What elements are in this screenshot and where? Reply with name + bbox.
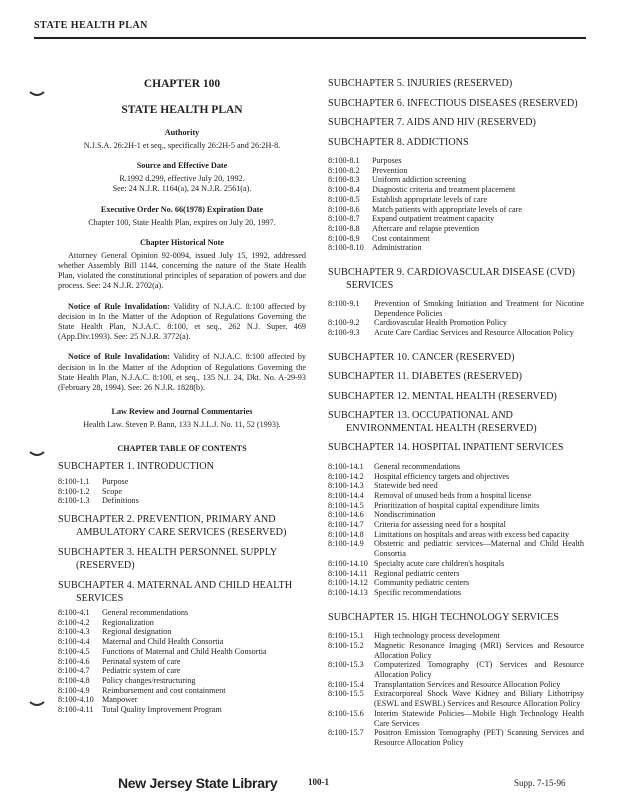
section-entry [328,195,584,205]
toc-heading: CHAPTER TABLE OF CONTENTS [117,444,247,454]
section-entry [328,299,584,318]
subchapter-heading: SUBCHAPTER 1. INTRODUCTION [58,461,214,473]
section-entry [58,695,306,705]
punch-hole-mark [28,80,46,98]
section-name: Definitions [102,496,139,506]
review-text: Health Law. Steven P. Bann, 133 N.J.L.J. No. 11, 52 (1993). [83,420,281,430]
source-heading: Source and Effective Date [136,161,228,171]
section-list [328,631,584,747]
section-entry [328,530,584,540]
section-name: Prevention [372,165,408,175]
section-entry [58,487,306,497]
section-entry [58,496,306,506]
section-entry [58,618,306,628]
section-number: 8:100-14.1 [328,461,364,471]
section-list [58,608,306,715]
section-entry [328,680,584,690]
history-paragraph [58,302,306,343]
history-heading: Chapter Historical Note [140,237,224,247]
subchapter-line: ENVIRONMENTAL HEALTH (RESERVED) [346,422,537,434]
subchapter-heading: SUBCHAPTER 15. HIGH TECHNOLOGY SERVICES [328,611,559,623]
section-name: Community pediatric centers [374,578,470,588]
section-entry [328,205,584,215]
section-name: Specific recommendations [374,587,462,597]
section-entry [58,686,306,696]
section-number: 8:100-14.3 [328,481,364,491]
notice-lead: Notice of Rule Invalidation: [68,352,170,362]
section-list [58,477,306,506]
section-entry [58,705,306,715]
section-name: Prevention of Smoking Initiation and Treatment for Nicotine Dependence Policies [374,299,584,318]
section-name: General recommendations [374,461,461,471]
section-name: Reimbursement and cost containment [102,685,226,695]
subchapter-heading: SUBCHAPTER 6. INFECTIOUS DISEASES (RESERVED) [328,97,578,109]
section-name: Match patients with appropriate levels of care [372,204,523,214]
punch-hole-mark [28,690,46,708]
section-number: 8:100-8.1 [328,156,360,165]
section-number: 8:100-14.8 [328,529,364,539]
subchapter-heading [58,547,306,572]
section-entry [328,631,584,641]
section-name: Scope [102,486,123,496]
section-name: Positron Emission Tomography (PET) Scanning Services and Resource Allocation Policy [374,728,584,747]
section-list [328,299,584,338]
subchapter-line: SERVICES [76,592,124,604]
section-name: Perinatal system of care [102,656,181,666]
section-entry [328,243,584,253]
section-number: 8:100-8.3 [328,175,360,185]
section-number: 8:100-15.2 [328,640,364,650]
section-name: Computerized Tomography (CT) Services and Resource Allocation Policy [374,660,584,679]
section-number: 8:100-4.6 [58,656,90,666]
notice-text: Validity of N.J.A.C. 8:100 affected by decision in In the Matter of the Adoption of Regulations Governing the State Health Plan, N.J.A.C. 8:100, et seq., 135 N.J. 24, Dkt. No. A-29-93 (February 28, 1994). See: 26 N.J.R. 1828(b). [58,352,306,393]
section-number: 8:100-4.10 [58,695,94,705]
section-name: Transplantation Services and Resource Allocation Policy [374,679,561,689]
subchapter-heading [328,267,584,292]
subchapter-heading: SUBCHAPTER 11. DIABETES (RESERVED) [328,371,523,383]
section-number: 8:100-15.5 [328,689,364,699]
section-number: 8:100-14.13 [328,587,368,597]
section-name: Magnetic Resonance Imaging (MRI) Services and Resource Allocation Policy [374,640,584,660]
subchapter-heading [58,580,306,605]
section-number: 8:100-4.3 [58,627,90,637]
section-name: Regional designation [102,627,172,637]
section-entry [58,477,306,487]
section-number: 8:100-4.2 [58,617,90,627]
section-number: 8:100-4.7 [58,666,90,676]
section-number: 8:100-14.7 [328,520,364,530]
punch-hole-mark [28,440,46,458]
section-number: 8:100-9.1 [328,299,360,309]
section-number: 8:100-9.3 [328,328,360,338]
source-text [58,174,306,194]
page-number: 100-1 [308,777,329,787]
authority-heading: Authority [164,128,200,137]
supplement-date: Supp. 7-15-96 [514,778,566,788]
section-number: 8:100-8.4 [328,185,360,195]
section-number: 8:100-1.1 [58,476,90,486]
section-entry [328,175,584,185]
source-line: See: 24 N.J.R. 1164(a), 24 N.J.R. 2561(a). [112,184,252,194]
subchapter-heading [328,410,584,435]
section-list [328,156,584,253]
subchapter-heading [58,514,306,539]
section-name: Acute Care Cardiac Services and Resource Allocation Policy [374,328,574,338]
subchapter-heading: SUBCHAPTER 10. CANCER (RESERVED) [328,351,515,363]
section-entry [328,689,584,708]
history-paragraph: Attorney General Opinion 92-0094, issued July 15, 1992, addressed whether Assembly Bill 1144, concerning the nature of the State Health Plan, violated the constitutional principles of separation of powers and due process. See: 24 N.J.R. 2702(a). [58,250,306,291]
section-number: 8:100-8.7 [328,214,360,224]
section-number: 8:100-15.1 [328,631,364,641]
section-number: 8:100-8.8 [328,223,360,233]
section-entry [328,510,584,520]
section-name: High technology process development [374,631,500,641]
chapter-title: STATE HEALTH PLAN [121,104,243,116]
notice-lead: Notice of Rule Invalidation: [68,301,170,311]
section-number: 8:100-8.5 [328,194,360,204]
subchapter-heading: SUBCHAPTER 7. AIDS AND HIV (RESERVED) [328,117,536,128]
section-name: Establish appropriate levels of care [372,194,488,204]
section-name: Manpower [102,695,138,705]
subchapter-heading: SUBCHAPTER 8. ADDICTIONS [328,136,469,148]
section-number: 8:100-15.4 [328,679,364,689]
section-name: Purpose [102,476,129,486]
section-list [328,462,584,598]
section-entry [328,641,584,660]
section-name: Hospital efficiency targets and objectives [374,471,510,481]
section-entry [328,559,584,569]
section-entry [328,501,584,511]
section-number: 8:100-4.8 [58,675,90,685]
section-number: 8:100-15.6 [328,708,364,718]
section-name: Interim Statewide Policies—Mobile High Technology Health Care Services [374,708,584,728]
section-entry [328,156,584,166]
section-entry [328,234,584,244]
section-entry [58,608,306,618]
section-name: Regional pediatric centers [374,568,460,578]
library-stamp: New Jersey State Library [118,775,278,791]
section-name: Administration [372,243,422,253]
section-entry [58,627,306,637]
section-number: 8:100-14.10 [328,558,368,568]
section-number: 8:100-14.5 [328,500,364,510]
section-entry [328,578,584,588]
section-entry [328,569,584,579]
section-name: Uniform addiction screening [372,175,467,185]
right-column [328,78,584,754]
header-rule [34,37,586,39]
section-entry [58,657,306,667]
section-entry [328,728,584,747]
subchapter-line: SUBCHAPTER 13. OCCUPATIONAL AND [328,410,513,422]
section-name: Policy changes/restructuring [102,675,196,685]
section-number: 8:100-14.6 [328,510,364,520]
subchapter-heading: SUBCHAPTER 5. INJURIES (RESERVED) [328,78,513,89]
subchapter-line: SERVICES [346,279,394,291]
section-name: Limitations on hospitals and areas with excess bed capacity [374,529,570,539]
section-name: Extracorporeal Shock Wave Kidney and Biliary Lithotripsy (ESWL and ESWBL) Services and Resource Allocation Policy [374,689,584,709]
section-entry [328,462,584,472]
notice-text: Validity of N.J.A.C. 8:100 affected by decision in In the Matter of the Adoption of Regulations Governing the State Health Plan, N.J.A.C. 8:100, et seq., 262 N.J. Super. 469 (App.Div.1993). See: 25 N.J.R. 3772(a). [58,301,306,342]
section-number: 8:100-14.9 [328,539,364,549]
section-name: Prioritization of hospital capital expenditure limits [374,500,540,510]
review-heading: Law Review and Journal Commentaries [111,407,253,417]
section-number: 8:100-4.5 [58,646,90,656]
authority-text: N.J.S.A. 26:2H-1 et seq., specifically 26:2H-5 and 26:2H-8. [83,141,281,150]
chapter-number: CHAPTER 100 [143,78,221,90]
section-name: Cardiovascular Health Promotion Policy [374,318,508,328]
source-line: R.1992 d.299, effective July 20, 1992. [119,174,245,184]
subchapter-heading: SUBCHAPTER 12. MENTAL HEALTH (RESERVED) [328,390,557,402]
left-column [58,78,306,721]
subchapter-line: (RESERVED) [76,559,135,571]
section-name: Functions of Maternal and Child Health Consortia [102,646,267,656]
subchapter-line: SUBCHAPTER 3. HEALTH PERSONNEL SUPPLY [58,547,278,559]
section-number: 8:100-14.12 [328,578,368,588]
section-entry [328,472,584,482]
section-name: Specialty acute care children's hospitals [374,558,505,568]
section-name: Pediatric system of care [102,666,181,676]
subchapter-heading: SUBCHAPTER 14. HOSPITAL INPATIENT SERVICES [328,442,564,454]
section-entry [58,666,306,676]
section-entry [328,491,584,501]
section-entry [328,166,584,176]
section-number: 8:100-8.6 [328,204,360,214]
section-entry [328,660,584,679]
section-entry [328,224,584,234]
section-entry [328,520,584,530]
subchapter-line: SUBCHAPTER 4. MATERNAL AND CHILD HEALTH [58,580,293,592]
section-entry [328,185,584,195]
history-paragraph [58,352,306,393]
section-number: 8:100-9.2 [328,318,360,328]
section-entry [328,328,584,338]
section-name: Statewide bed need [374,481,438,491]
section-number: 8:100-4.9 [58,685,90,695]
section-number: 8:100-1.2 [58,486,90,496]
section-name: Regionalization [102,617,154,627]
section-number: 8:100-1.3 [58,496,90,506]
section-number: 8:100-4.11 [58,705,94,715]
expiration-heading: Executive Order No. 66(1978) Expiration Date [100,204,264,214]
section-name: Maternal and Child Health Consortia [102,637,224,647]
section-number: 8:100-4.4 [58,637,90,647]
section-number: 8:100-8.10 [328,243,364,253]
section-name: Removal of unused beds from a hospital license [374,490,532,500]
section-number: 8:100-8.9 [328,233,360,243]
section-name: Aftercare and relapse prevention [372,223,480,233]
subchapter-line: AMBULATORY CARE SERVICES (RESERVED) [76,526,287,538]
section-name: Purposes [372,156,402,165]
section-name: Total Quality Improvement Program [102,705,222,715]
subchapter-line: SUBCHAPTER 9. CARDIOVASCULAR DISEASE (CVD) [328,267,575,279]
section-name: Criteria for assessing need for a hospital [374,520,506,530]
section-name: Cost containment [372,233,430,243]
expiration-text: Chapter 100, State Health Plan, expires on July 20, 1997. [88,217,276,227]
section-entry [328,318,584,328]
subchapter-line: SUBCHAPTER 2. PREVENTION, PRIMARY AND [58,514,276,526]
section-name: Diagnostic criteria and treatment placement [372,185,516,195]
section-number: 8:100-4.1 [58,608,90,618]
section-number: 8:100-8.2 [328,165,360,175]
section-entry [328,709,584,728]
section-entry [328,481,584,491]
section-name: Nondiscrimination [374,510,436,520]
section-entry [58,637,306,647]
running-head: STATE HEALTH PLAN [34,20,148,31]
section-number: 8:100-15.7 [328,728,364,738]
section-entry [328,214,584,224]
section-number: 8:100-14.2 [328,471,364,481]
section-name: Expand outpatient treatment capacity [372,214,495,224]
section-name: General recommendations [102,608,189,618]
section-entry [58,647,306,657]
section-entry [328,539,584,558]
section-entry [58,676,306,686]
section-number: 8:100-14.4 [328,490,364,500]
section-number: 8:100-15.3 [328,660,364,670]
section-number: 8:100-14.11 [328,568,368,578]
section-name: Obstetric and pediatric services—Maternal and Child Health Consortia [374,539,584,559]
section-entry [328,588,584,598]
